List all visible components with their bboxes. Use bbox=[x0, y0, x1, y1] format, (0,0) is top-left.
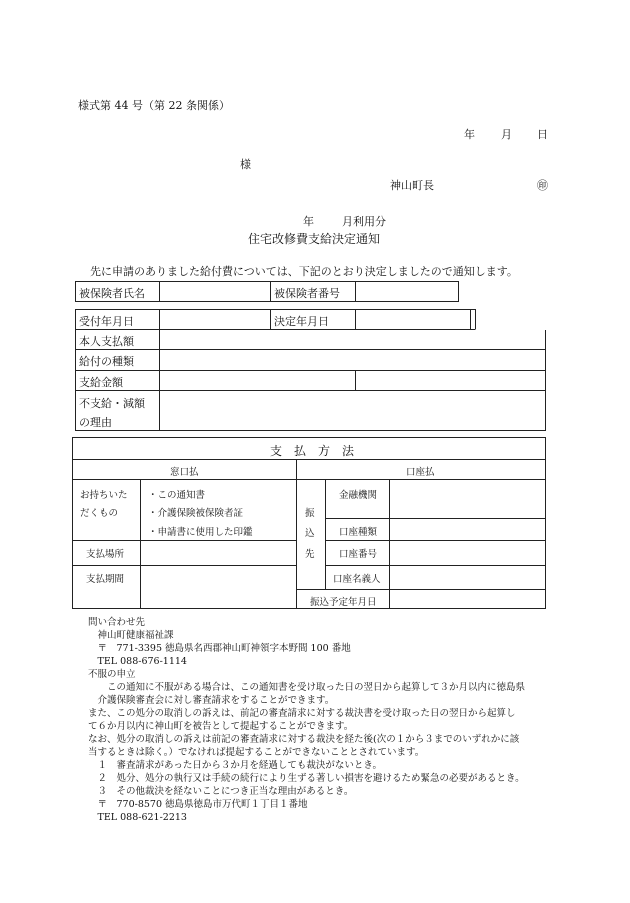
account-number-label: 口座番号 bbox=[339, 549, 378, 560]
note-line: 当するときは除く。）でなければ提起することができないこととされています。 bbox=[88, 747, 425, 758]
transfer-char: 振 bbox=[305, 508, 315, 519]
note-line: 〒 770-8570 徳島県徳島市万代町１丁目１番地 bbox=[88, 799, 308, 810]
account-type-label: 口座種類 bbox=[339, 527, 378, 538]
bring-label-line2: だくもの bbox=[80, 508, 119, 519]
note-line: また、この処分の取消しの訴えは、前記の審査請求に対する裁決書を受け取った日の翌日から起算し bbox=[88, 708, 516, 719]
note-line: 問い合わせ先 bbox=[88, 617, 146, 628]
transfer-date-label: 振込予定年月日 bbox=[310, 597, 377, 608]
payment-amount-label: 支給金額 bbox=[79, 376, 123, 389]
note-line: TEL 088-676-1114 bbox=[88, 656, 187, 667]
transfer-char: 先 bbox=[305, 549, 315, 560]
counter-payment-heading: 窓口払 bbox=[170, 467, 199, 478]
insured-name-label: 被保険者氏名 bbox=[79, 287, 145, 300]
payment-method-table bbox=[72, 437, 546, 609]
note-line: TEL 088-621-2213 bbox=[88, 812, 187, 823]
note-line: なお、処分の取消しの訴えは前記の審査請求に対する裁決を経た後(次の１から３までのいずれかに該 bbox=[88, 734, 520, 745]
benefit-type-label: 給付の種類 bbox=[79, 355, 134, 368]
account-payment-heading: 口座払 bbox=[406, 467, 435, 478]
payment-method-heading: 支 払 方 法 bbox=[270, 444, 355, 458]
account-holder-label: 口座名義人 bbox=[333, 574, 381, 585]
note-line: て６か月以内に神山町を被告として提起することができます。 bbox=[88, 721, 354, 732]
usage-month: 月利用分 bbox=[342, 215, 386, 228]
reason-label-line1: 不支給・減額 bbox=[79, 397, 145, 410]
insured-number-label: 被保険者番号 bbox=[274, 287, 340, 300]
reason-label-line2: の理由 bbox=[79, 416, 112, 429]
note-line: 介護保険審査会に対し審査請求をすることができます。 bbox=[88, 695, 335, 706]
note-line: 不服の申立 bbox=[88, 669, 136, 680]
bring-item: ・介護保険被保険者証 bbox=[148, 508, 244, 519]
usage-year: 年 bbox=[303, 215, 314, 228]
decision-date-label: 決定年月日 bbox=[274, 315, 329, 328]
transfer-char: 込 bbox=[305, 528, 315, 539]
notes-block bbox=[88, 616, 525, 824]
form-number: 様式第 44 号（第 22 条関係） bbox=[78, 99, 230, 112]
date-day: 日 bbox=[537, 128, 548, 141]
date-month: 月 bbox=[501, 128, 512, 141]
bank-label: 金融機関 bbox=[339, 490, 378, 501]
bring-label-line1: お持ちいた bbox=[80, 490, 128, 501]
note-line: この通知に不服がある場合は、この通知書を受け取った日の翌日から起算して３か月以内に徳島県 bbox=[88, 682, 526, 693]
addressee-suffix: 様 bbox=[240, 158, 251, 171]
bring-item: ・申請書に使用した印鑑 bbox=[148, 527, 253, 538]
note-line: ３ その他裁決を経ないことにつき正当な理由があるとき。 bbox=[88, 786, 354, 797]
receipt-date-label: 受付年月日 bbox=[79, 315, 134, 328]
bring-item: ・この通知書 bbox=[148, 490, 206, 501]
payment-period-label: 支払期間 bbox=[86, 574, 125, 585]
intro-text: 先に申請のありました給付費については、下記のとおり決定しましたので通知します。 bbox=[90, 265, 518, 278]
self-pay-label: 本人支払額 bbox=[79, 335, 134, 348]
payment-place-label: 支払場所 bbox=[86, 549, 125, 560]
note-line: 〒 771-3395 徳島県名西郡神山町神領字本野間 100 番地 bbox=[88, 643, 351, 654]
document-title: 住宅改修費支給決定通知 bbox=[248, 232, 381, 246]
issuer: 神山町長 bbox=[390, 179, 434, 192]
seal-mark: ㊞ bbox=[537, 179, 548, 192]
date-year: 年 bbox=[464, 128, 475, 141]
note-line: 神山町健康福祉課 bbox=[88, 630, 174, 641]
note-line: １ 審査請求があった日から３か月を経過しても裁決がないとき。 bbox=[88, 760, 383, 771]
note-line: ２ 処分、処分の執行又は手続の続行により生ずる著しい損害を避けるため緊急の必要があるとき。 bbox=[88, 773, 525, 784]
